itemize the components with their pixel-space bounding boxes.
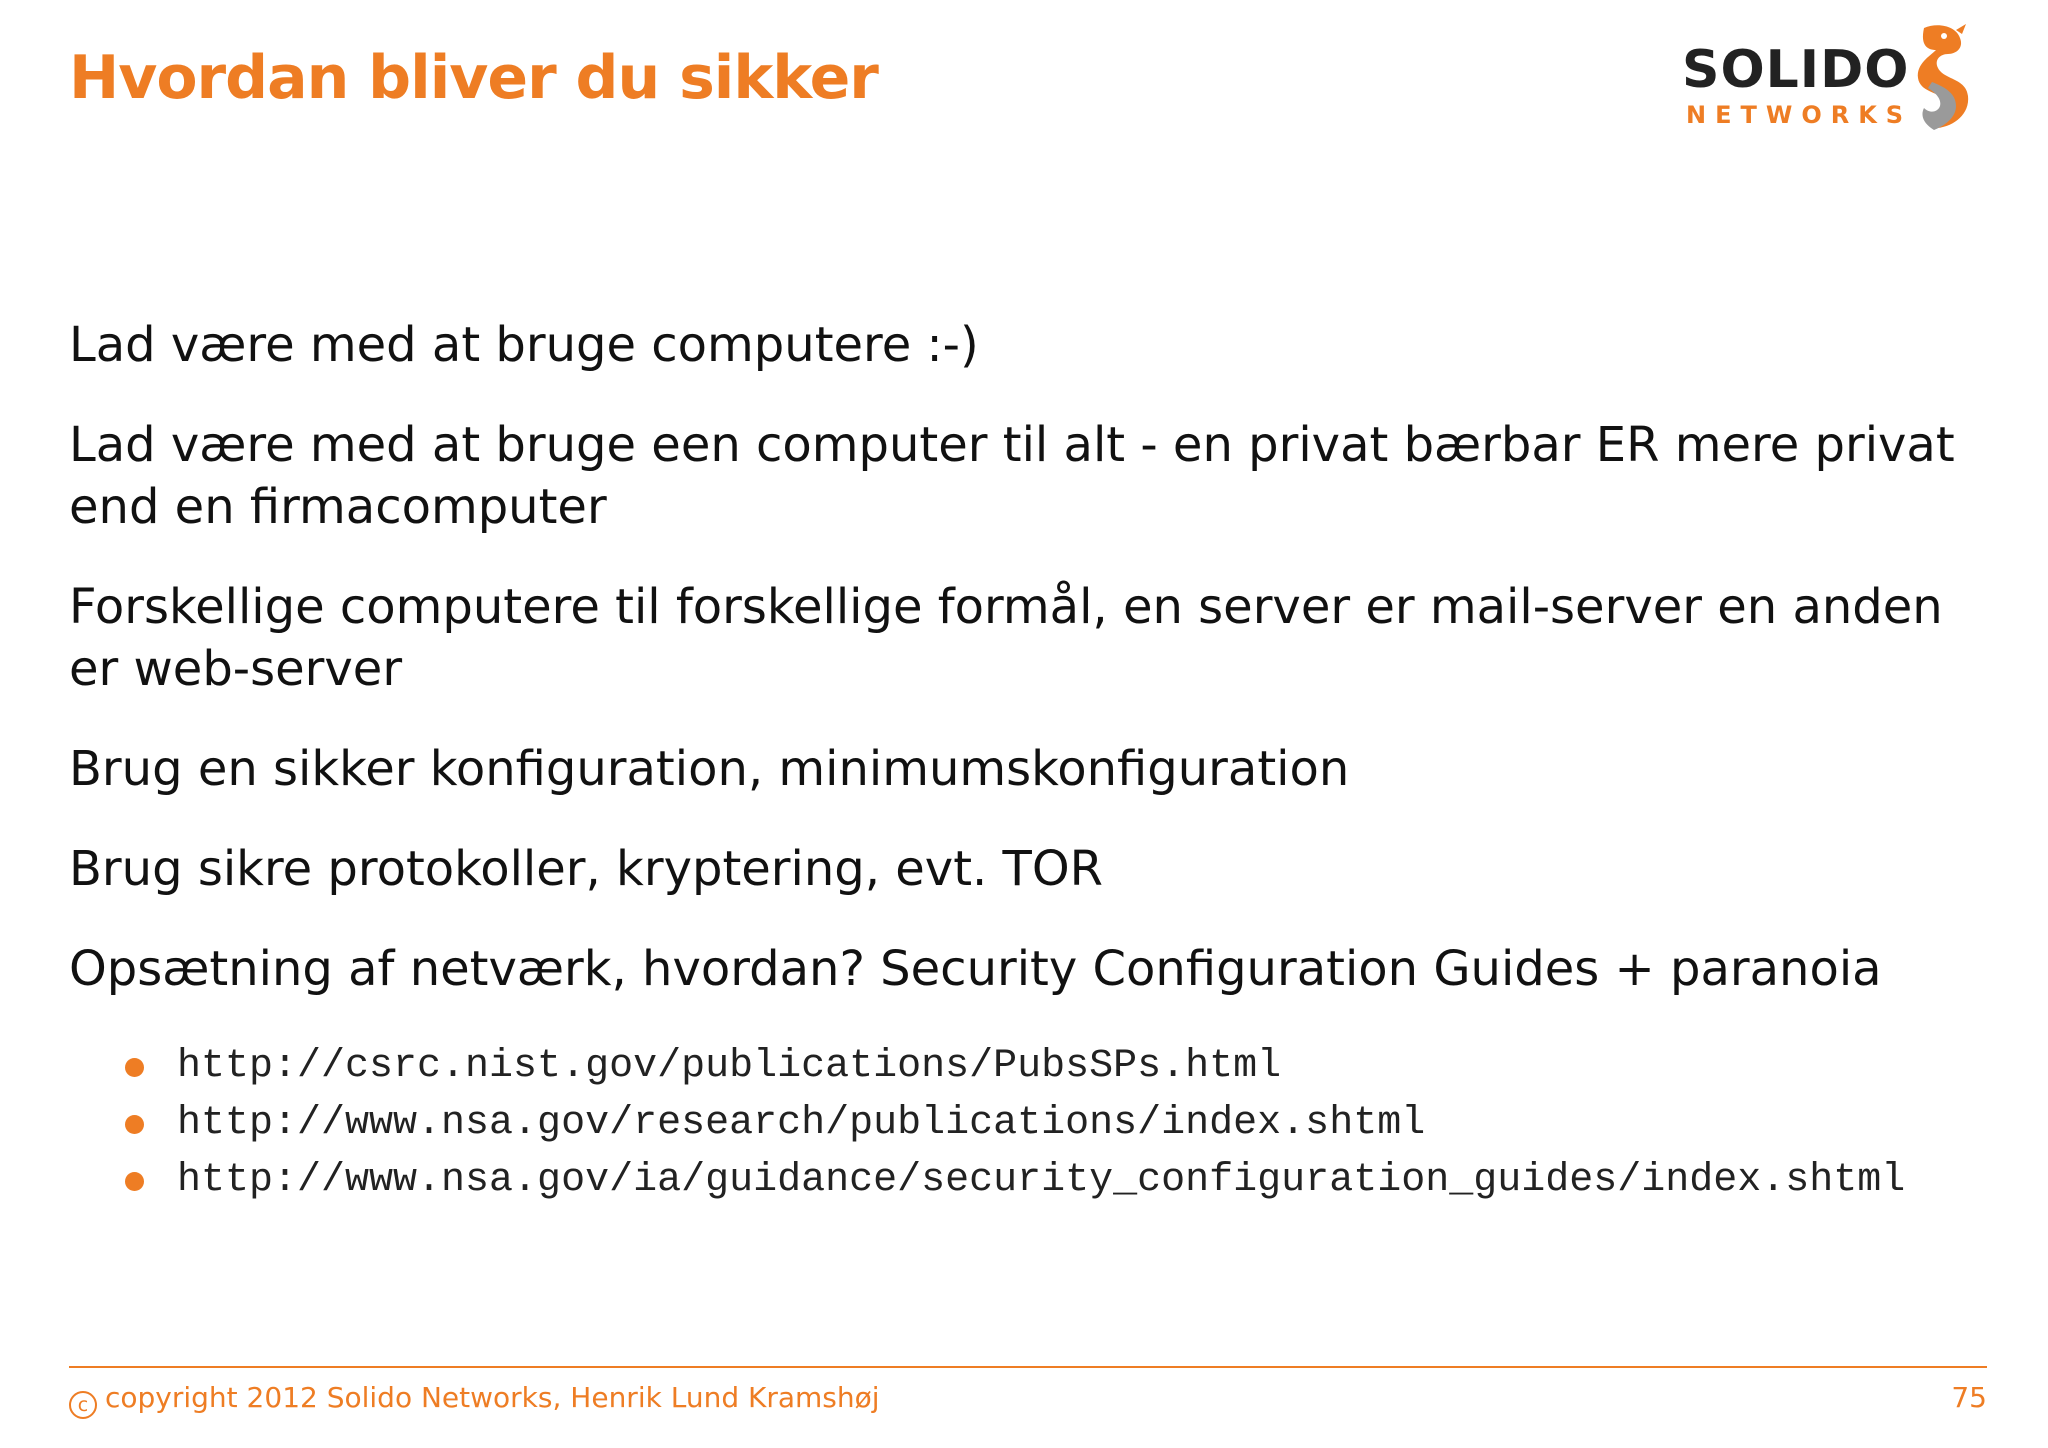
copyright-icon: c bbox=[69, 1391, 97, 1419]
paragraph-network-setup: Opsætning af netværk, hvordan? Security Configuration Guides + paranoia bbox=[69, 941, 1882, 997]
solido-networks-logo bbox=[1682, 18, 1972, 138]
footer-divider bbox=[69, 1366, 1987, 1368]
link-text-nsa-research[interactable]: http://www.nsa.gov/research/publications/index.shtml bbox=[177, 1101, 1426, 1146]
link-text-nsa-guides[interactable]: http://www.nsa.gov/ia/guidance/security_configuration_guides/index.shtml bbox=[177, 1158, 1906, 1203]
footer-copyright-text: copyright 2012 Solido Networks, Henrik Lund Kramshøj bbox=[105, 1381, 880, 1414]
paragraph-different-purposes: Forskellige computere til forskellige formål, en server er mail-server en anden er web-server bbox=[69, 579, 1943, 697]
seahorse-icon bbox=[1894, 20, 1974, 134]
link-item-nsa-research[interactable] bbox=[125, 1095, 1989, 1152]
slide-content bbox=[69, 314, 1989, 1209]
link-item-nist[interactable] bbox=[125, 1038, 1989, 1095]
logo-wordmark: SOLIDO bbox=[1682, 40, 1910, 100]
footer-copyright bbox=[69, 1378, 880, 1419]
link-text-nist[interactable]: http://csrc.nist.gov/publications/PubsSPs.html bbox=[177, 1044, 1282, 1089]
slide-title: Hvordan bliver du sikker bbox=[69, 43, 878, 113]
page-number: 75 bbox=[1951, 1381, 1987, 1414]
paragraph-secure-protocols: Brug sikre protokoller, kryptering, evt. TOR bbox=[69, 841, 1103, 897]
paragraph-separate-computers: Lad være med at bruge een computer til alt - en privat bærbar ER mere privat end en firmacomputer bbox=[69, 417, 1955, 535]
bullet-icon bbox=[125, 1058, 144, 1077]
bullet-icon bbox=[125, 1172, 144, 1191]
paragraph-no-computers: Lad være med at bruge computere :-) bbox=[69, 317, 979, 373]
logo-subtitle: NETWORKS bbox=[1686, 101, 1913, 129]
paragraph-secure-configuration: Brug en sikker konfiguration, minimumskonfiguration bbox=[69, 741, 1350, 797]
bullet-icon bbox=[125, 1115, 144, 1134]
slide-footer bbox=[69, 1378, 1987, 1418]
guide-link-list bbox=[69, 1038, 1989, 1209]
link-item-nsa-guides[interactable] bbox=[125, 1152, 1989, 1209]
